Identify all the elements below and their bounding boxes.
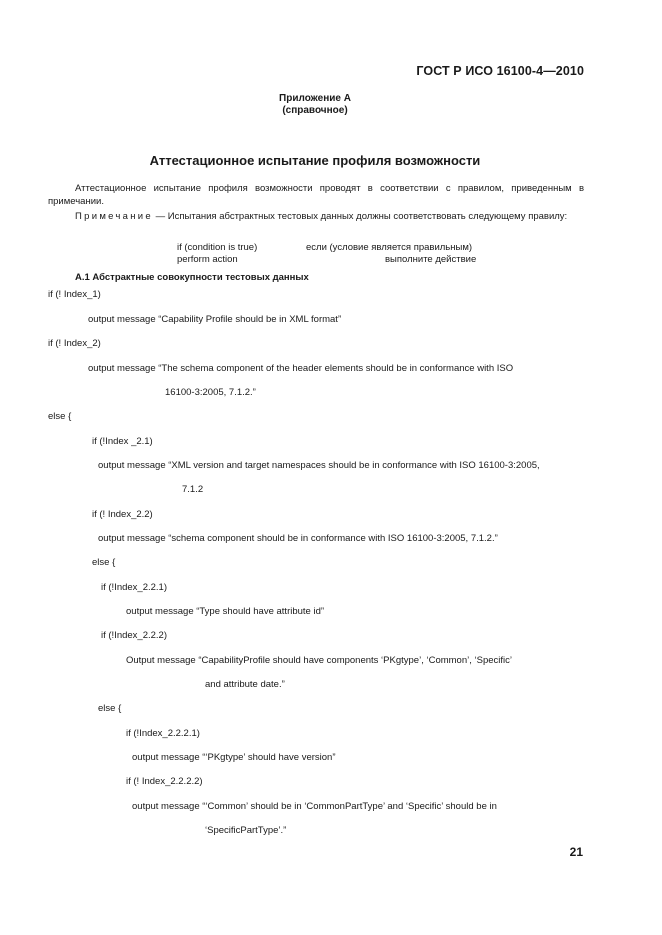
code-line: output message “Type should have attribute id” [126, 606, 325, 617]
note-label: Примечание [75, 211, 153, 222]
page-title: Аттестационное испытание профиля возможности [149, 153, 481, 168]
code-line: output message “‘Common’ should be in ‘CommonPartType’ and ‘Specific’ should be in [132, 801, 497, 812]
page-number: 21 [569, 845, 583, 859]
note-paragraph [48, 211, 584, 224]
annex-type: (справочное) [282, 105, 348, 116]
code-line: if (! Index_2.2.2.2) [126, 776, 203, 787]
code-line: 7.1.2 [182, 484, 204, 495]
code-line: if (! Index_1) [48, 289, 101, 300]
code-line: else { [92, 557, 116, 568]
section-heading: А.1 Абстрактные совокупности тестовых данных [75, 272, 309, 283]
code-line: output message “schema component should be in conformance with ISO 16100-3:2005, 7.1.2.” [98, 533, 498, 544]
code-line: if (!Index _2.1) [92, 436, 153, 447]
code-line: else { [98, 703, 122, 714]
code-line: output message “‘PKgtype’ should have version” [132, 752, 336, 763]
rule-condition-en: if (condition is true) [177, 242, 258, 253]
code-line: Output message “CapabilityProfile should have components ‘PKgtype’, ‘Common’, ‘Specific’ [126, 655, 512, 666]
rule-action-ru: выполните действие [385, 254, 477, 265]
rule-action-en: perform action [177, 254, 238, 265]
note-dash: — [155, 211, 166, 222]
note-text: Испытания абстрактных тестовых данных должны соответствовать следующему правилу: [167, 211, 568, 222]
code-line: if (! Index_2) [48, 338, 101, 349]
code-line: output message “XML version and target namespaces should be in conformance with ISO 16100-3:2005, [98, 460, 540, 471]
code-line: if (!Index_2.2.1) [101, 582, 168, 593]
intro-paragraph: Аттестационное испытание профиля возможности проводят в соответствии с правилом, приведенным в примечании. [48, 183, 584, 207]
rule-condition-ru: если (условие является правильным) [306, 242, 473, 253]
code-line: if (!Index_2.2.2.1) [126, 728, 200, 739]
code-line: output message “Capability Profile should be in XML format” [88, 314, 342, 325]
code-line: if (!Index_2.2.2) [101, 630, 168, 641]
code-line: and attribute date.” [205, 679, 285, 690]
code-line: if (! Index_2.2) [92, 509, 153, 520]
code-line: ‘SpecificPartType’.” [205, 825, 287, 836]
code-line: else { [48, 411, 72, 422]
code-line: 16100-3:2005, 7.1.2.” [165, 387, 256, 398]
code-line: output message “The schema component of the header elements should be in conformance with ISO [88, 363, 514, 374]
document-standard-header: ГОСТ Р ИСО 16100-4—2010 [416, 64, 584, 78]
annex-label: Приложение А [279, 93, 351, 104]
